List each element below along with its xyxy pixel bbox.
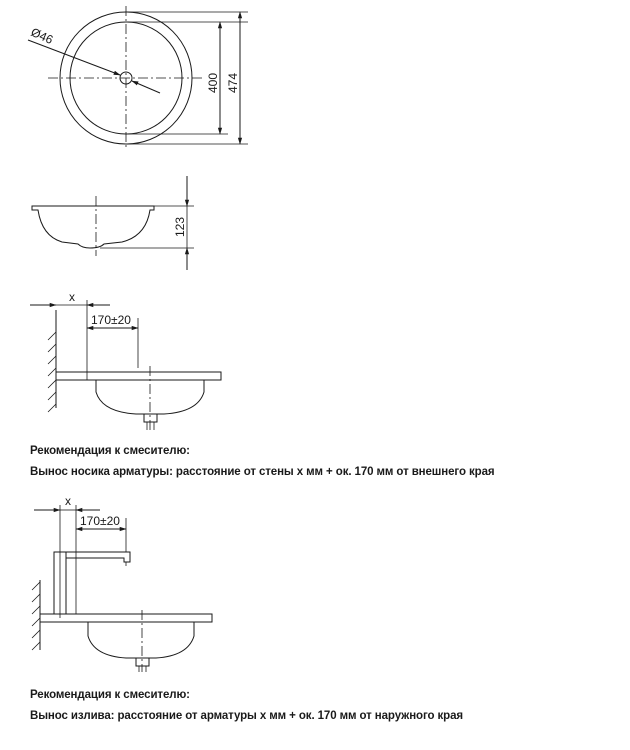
side-view — [32, 176, 194, 270]
offset-label: 170±20 — [80, 514, 120, 528]
diameter-leader-2 — [132, 81, 160, 93]
note-1-title: Рекомендация к смесителю: — [30, 445, 190, 457]
basin — [88, 622, 194, 658]
countertop — [40, 614, 212, 622]
note-2-title: Рекомендация к смесителю: — [30, 689, 190, 701]
offset-label: 170±20 — [91, 313, 131, 327]
diameter-leader — [28, 40, 120, 75]
note-2-text: Вынос излива: расстояние от арматуры x мм + ок. 170 мм от наружного края — [30, 710, 464, 722]
x-label: x — [69, 290, 75, 304]
diameter-label: Ø46 — [28, 24, 56, 47]
basin-profile — [32, 206, 154, 248]
top-view — [28, 6, 248, 150]
note-1-text: Вынос носика арматуры: расстояние от стены x мм + ок. 170 мм от внешнего края — [30, 466, 495, 478]
installation-diagram-1 — [30, 290, 221, 430]
drain-fitting — [144, 414, 157, 422]
drain-fitting — [136, 658, 149, 666]
dim-label-123: 123 — [173, 216, 187, 237]
countertop — [56, 372, 221, 380]
dim-label-400: 400 — [206, 72, 220, 93]
x-label: x — [65, 494, 71, 508]
dim-label-474: 474 — [226, 72, 240, 93]
wall-hatch — [48, 332, 56, 412]
wall-hatch — [32, 582, 40, 650]
installation-diagram-2 — [32, 494, 212, 672]
